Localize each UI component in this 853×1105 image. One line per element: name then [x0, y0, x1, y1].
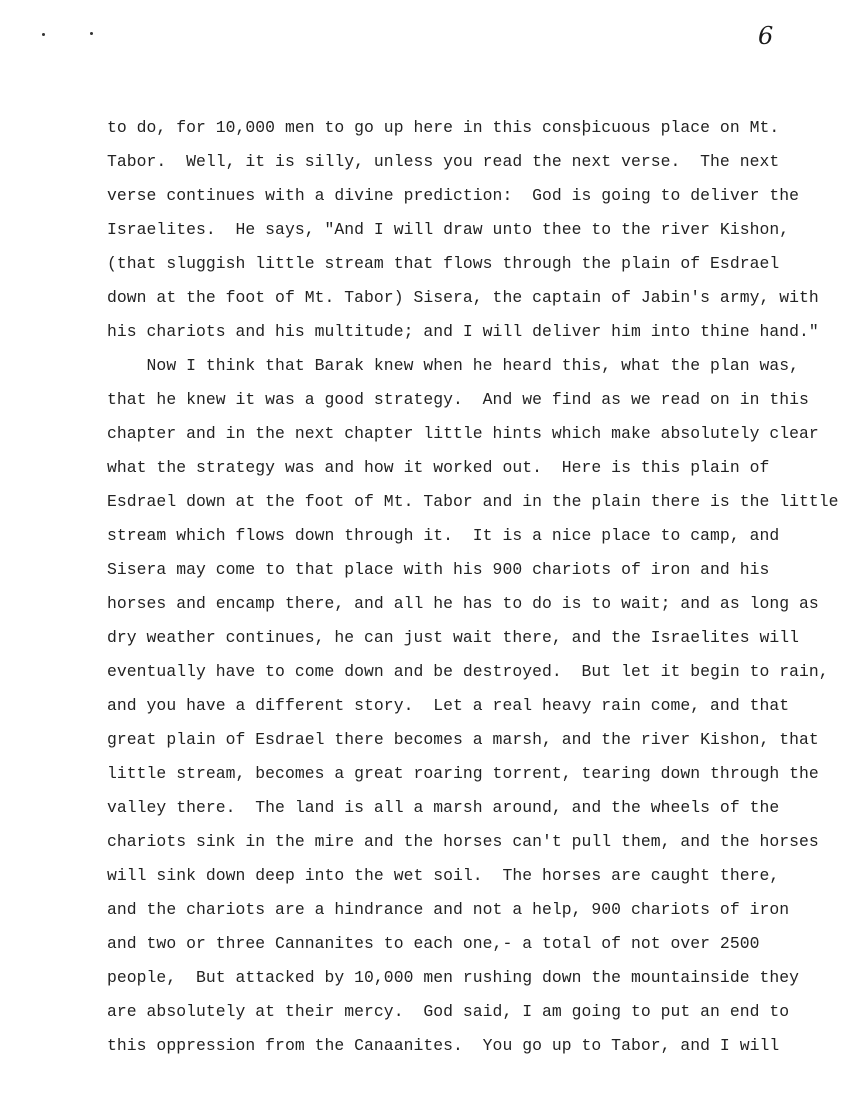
text-line: stream which flows down through it. It is a nice place to camp, and: [107, 526, 780, 545]
text-line: to do, for 10,000 men to go up here in this consþicuous place on Mt.: [107, 118, 780, 137]
text-line: little stream, becomes a great roaring torrent, tearing down through the: [107, 764, 819, 783]
page-speck: [90, 32, 93, 35]
text-line: chapter and in the next chapter little hints which make absolutely clear: [107, 424, 819, 443]
text-line: and two or three Cannanites to each one,- a total of not over 2500: [107, 934, 760, 953]
text-line: down at the foot of Mt. Tabor) Sisera, the captain of Jabin's army, with: [107, 288, 819, 307]
text-line: horses and encamp there, and all he has to do is to wait; and as long as: [107, 594, 819, 613]
text-line: Now I think that Barak knew when he heard this, what the plan was,: [107, 356, 800, 375]
text-line: (that sluggish little stream that flows through the plain of Esdrael: [107, 254, 780, 273]
text-line: great plain of Esdrael there becomes a marsh, and the river Kishon, that: [107, 730, 819, 749]
text-line: Israelites. He says, "And I will draw unto thee to the river Kishon,: [107, 220, 790, 239]
text-line: chariots sink in the mire and the horses can't pull them, and the horses: [107, 832, 819, 851]
text-line: that he knew it was a good strategy. And we find as we read on in this: [107, 390, 809, 409]
page-speck: [42, 33, 45, 36]
text-line: eventually have to come down and be destroyed. But let it begin to rain,: [107, 662, 829, 681]
text-line: Esdrael down at the foot of Mt. Tabor and in the plain there is the little: [107, 492, 839, 511]
text-line: and the chariots are a hindrance and not a help, 900 chariots of iron: [107, 900, 790, 919]
text-line: people, But attacked by 10,000 men rushing down the mountainside they: [107, 968, 800, 987]
text-line: valley there. The land is all a marsh around, and the wheels of the: [107, 798, 780, 817]
text-line: dry weather continues, he can just wait there, and the Israelites will: [107, 628, 800, 647]
page-number: 6: [758, 22, 774, 50]
text-line: this oppression from the Canaanites. You go up to Tabor, and I will: [107, 1036, 780, 1055]
text-line: Sisera may come to that place with his 900 chariots of iron and his: [107, 560, 770, 579]
text-line: verse continues with a divine prediction: God is going to deliver the: [107, 186, 800, 205]
text-line: and you have a different story. Let a real heavy rain come, and that: [107, 696, 790, 715]
text-line: what the strategy was and how it worked out. Here is this plain of: [107, 458, 770, 477]
text-line: will sink down deep into the wet soil. The horses are caught there,: [107, 866, 780, 885]
text-line: are absolutely at their mercy. God said, I am going to put an end to: [107, 1002, 790, 1021]
text-line: Tabor. Well, it is silly, unless you read the next verse. The next: [107, 152, 780, 171]
text-line: his chariots and his multitude; and I will deliver him into thine hand.": [107, 322, 819, 341]
